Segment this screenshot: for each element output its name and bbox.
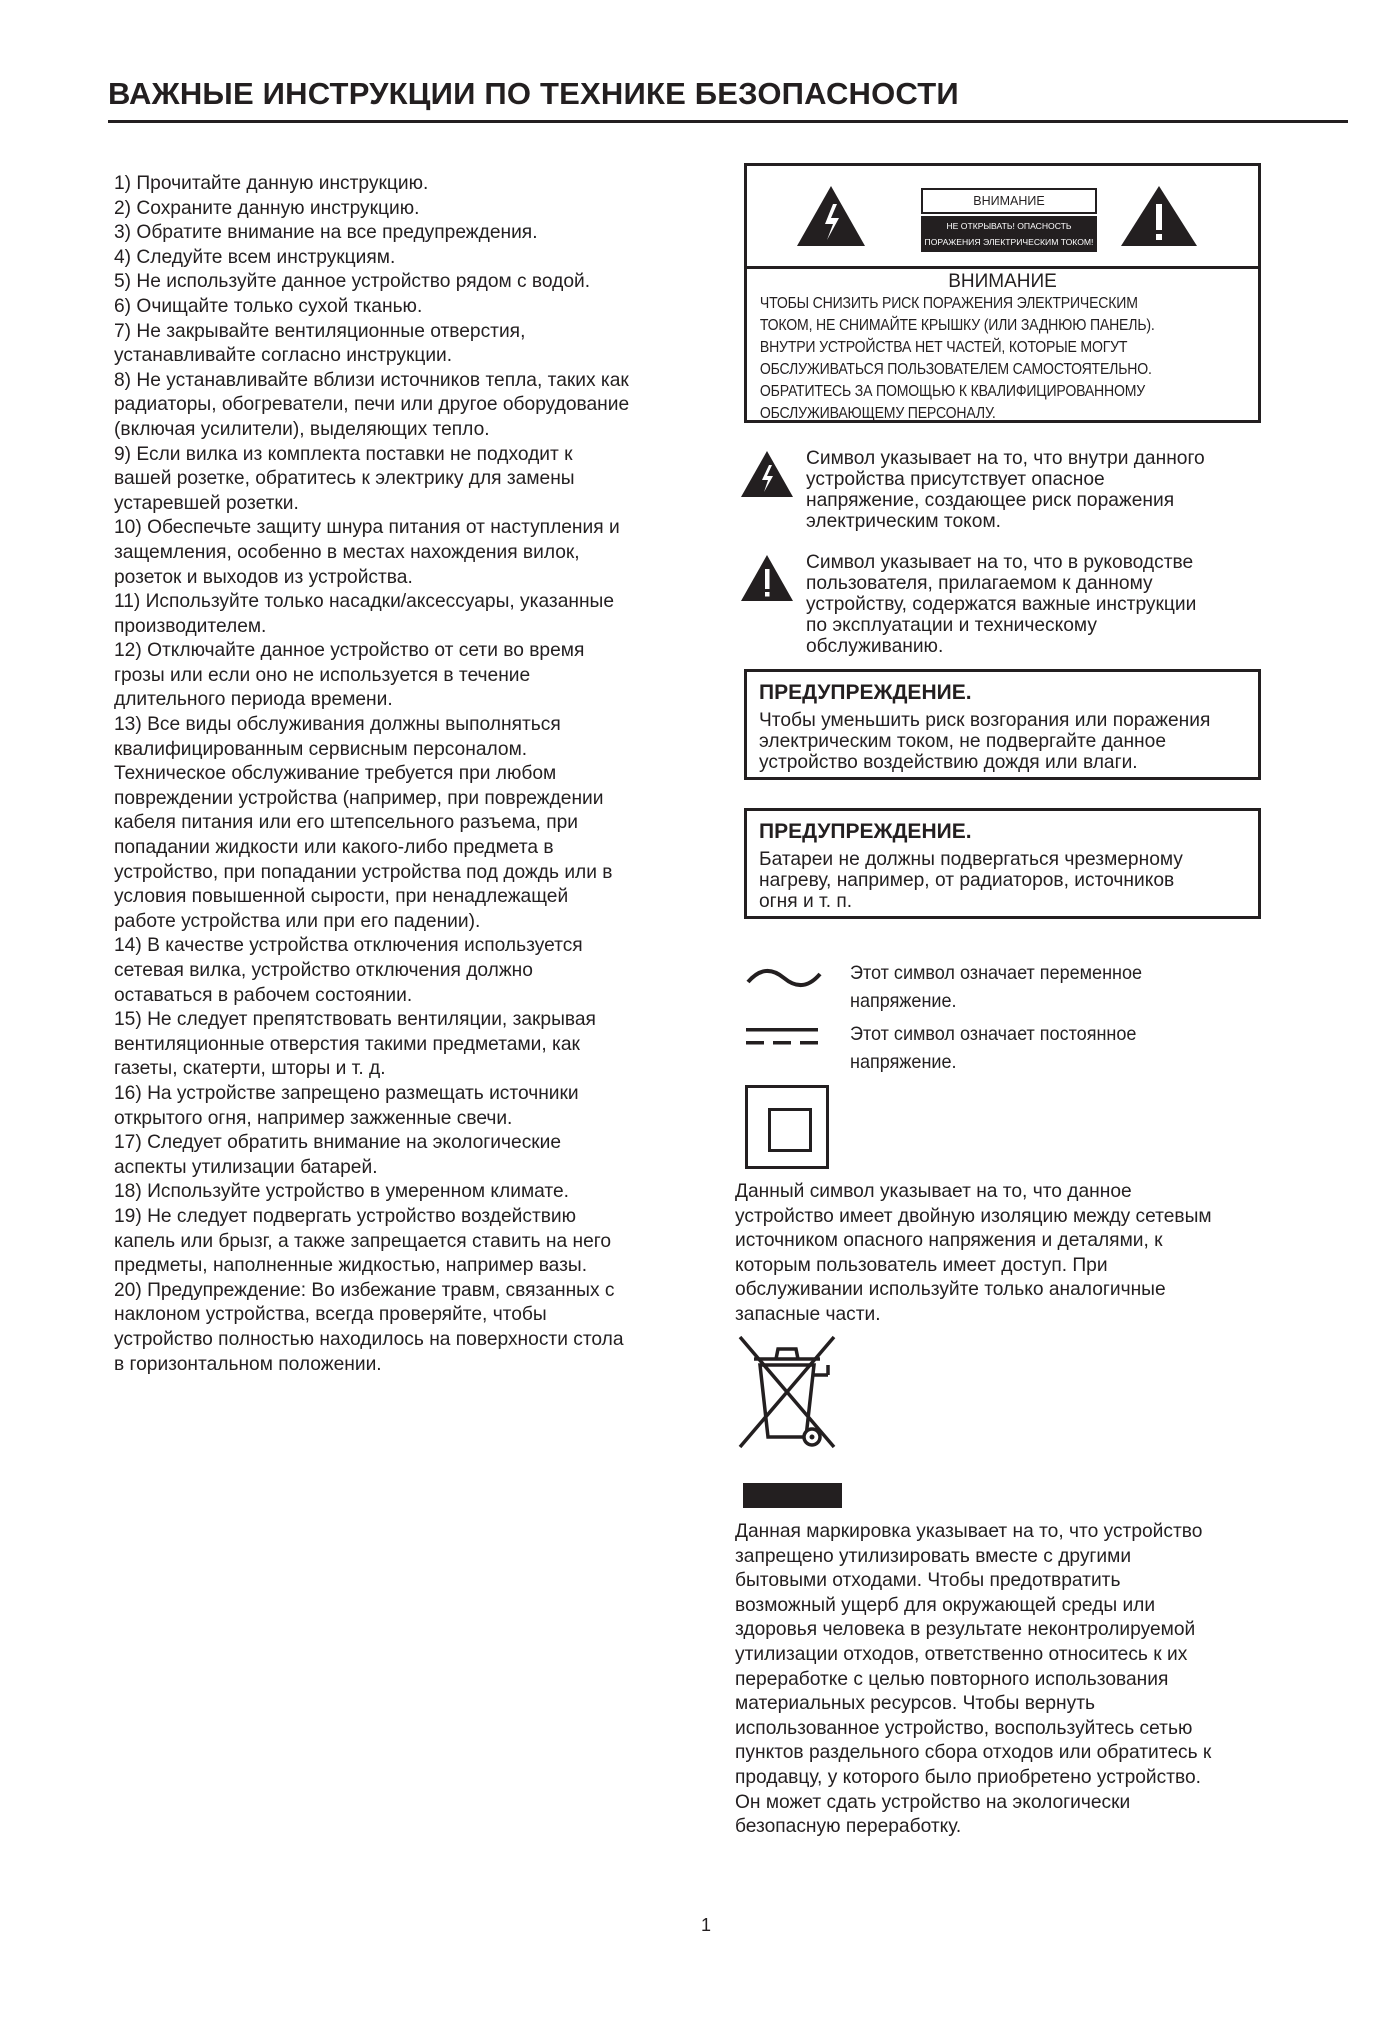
symbol-text-line: пользователя, прилагаемом к данному [806, 573, 1153, 594]
paragraph-line: устройство имеет двойную изоляцию между сетевым [735, 1205, 1212, 1227]
paragraph-line: утилизации отходов, ответственно относитесь к их [735, 1643, 1188, 1665]
instruction-line: в горизонтальном положении. [114, 1353, 382, 1375]
exclamation-triangle-icon [1119, 184, 1199, 248]
caution-label-line1: НЕ ОТКРЫВАТЬ! ОПАСНОСТЬ [946, 221, 1072, 231]
paragraph-line: Данный символ указывает на то, что данное [735, 1181, 1132, 1202]
warning-text [759, 849, 1246, 912]
instruction-line: 19) Не следует подвергать устройство воздействию [114, 1205, 577, 1227]
symbol-text-line: Этот символ означает переменное [850, 963, 1143, 984]
title-rule [108, 120, 1348, 123]
instruction-line: 1) Прочитайте данную инструкцию. [114, 173, 429, 194]
crossed-bin-icon [734, 1335, 840, 1460]
paragraph-line: использованное устройство, воспользуйтесь сетью [735, 1717, 1193, 1739]
instruction-line: работе устройства или при его падении). [114, 910, 481, 932]
instruction-line: вашей розетке, обратитесь к электрику для замены [114, 468, 575, 490]
warning-text-line: устройство воздействию дождя или влаги. [759, 752, 1138, 773]
caution-line: ОБСЛУЖИВАЮЩЕМУ ПЕРСОНАЛУ. [759, 405, 996, 422]
paragraph-line: обслуживании используйте только аналогичные [735, 1279, 1166, 1301]
instruction-line: повреждении устройства (например, при повреждении [114, 787, 604, 809]
warning-text-line: Чтобы уменьшить риск возгорания или поражения [759, 710, 1211, 731]
paragraph-line: которым пользователь имеет доступ. При [735, 1254, 1108, 1276]
instruction-line: 4) Следуйте всем инструкциям. [114, 246, 396, 268]
instruction-line: устройство полностью находилось на поверхности стола [114, 1328, 624, 1350]
lightning-triangle-icon [740, 450, 794, 498]
page-number: 1 [700, 1915, 711, 1935]
paragraph-line: источником опасного напряжения и деталями, к [735, 1230, 1163, 1252]
double-square-icon [745, 1085, 829, 1169]
instruction-line: сетевая вилка, устройство отключения должно [114, 960, 533, 981]
lightning-triangle-icon [795, 184, 867, 248]
caution-label-line2: ПОРАЖЕНИЯ ЭЛЕКТРИЧЕСКИМ ТОКОМ! [924, 237, 1094, 247]
instruction-line: оставаться в рабочем состоянии. [114, 984, 413, 1006]
caution-line: ТОКОМ, НЕ СНИМАЙТЕ КРЫШКУ (ИЛИ ЗАДНЮЮ ПАНЕЛЬ). [759, 317, 1155, 334]
instruction-line: устаревшей розетки. [114, 492, 299, 514]
page-title: ВАЖНЫЕ ИНСТРУКЦИИ ПО ТЕХНИКЕ БЕЗОПАСНОСТИ [108, 76, 959, 111]
symbol-text-line: напряжение. [850, 1052, 957, 1073]
paragraph-line: запасные части. [735, 1303, 881, 1325]
paragraph-line: запрещено утилизировать вместе с другими [735, 1545, 1132, 1567]
voltage-symbol-text [806, 448, 1266, 532]
instruction-line: аспекты утилизации батарей. [114, 1156, 378, 1178]
warning-box-battery [744, 808, 1261, 919]
symbol-text-line: электрическим током. [806, 511, 1001, 532]
paragraph-line: переработке с целью повторного использования [735, 1668, 1169, 1690]
instruction-line: устанавливайте согласно инструкции. [114, 345, 453, 367]
symbol-text-line: напряжение. [850, 991, 957, 1012]
caution-label-dark [921, 216, 1097, 252]
ac-symbol-text [850, 960, 1245, 1016]
instruction-line: 8) Не устанавливайте вблизи источников тепла, таких как [114, 369, 629, 391]
instruction-line: 12) Отключайте данное устройство от сети во время [114, 640, 585, 662]
instruction-line: 2) Сохраните данную инструкцию. [114, 197, 420, 219]
instruction-line: 13) Все виды обслуживания должны выполняться [114, 714, 561, 736]
symbol-text-line: по эксплуатации и техническому [806, 615, 1097, 636]
instruction-line: 10) Обеспечьте защиту шнура питания от наступления и [114, 517, 620, 539]
caution-line: ЧТОБЫ СНИЗИТЬ РИСК ПОРАЖЕНИЯ ЭЛЕКТРИЧЕСКИМ [759, 295, 1138, 312]
instruction-line: предметы, наполненные жидкостью, например вазы. [114, 1255, 588, 1277]
instruction-line: квалифицированным сервисным персоналом. [114, 738, 528, 760]
caution-line: ОБРАТИТЕСЬ ЗА ПОМОЩЬЮ К КВАЛИФИЦИРОВАННОМУ [759, 383, 1146, 400]
instruction-line: 20) Предупреждение: Во избежание травм, связанных с [114, 1279, 615, 1301]
caution-body [747, 269, 1258, 425]
symbol-text-line: устройства присутствует опасное [806, 469, 1105, 490]
caution-box [744, 163, 1261, 423]
caution-line: ОБСЛУЖИВАТЬСЯ ПОЛЬЗОВАТЕЛЕМ САМОСТОЯТЕЛЬНО. [759, 361, 1152, 378]
paragraph-line: бытовыми отходами. Чтобы предотвратить [735, 1570, 1121, 1592]
instruction-line: грозы или если оно не используется в течение [114, 664, 531, 686]
instruction-line: попадании жидкости или какого-либо предмета в [114, 837, 554, 859]
paragraph-line: продавцу, у которого было приобретено устройство. [735, 1766, 1202, 1788]
instruction-line: (включая усилители), выделяющих тепло. [114, 418, 490, 440]
instruction-line: 17) Следует обратить внимание на экологические [114, 1132, 562, 1154]
warning-heading: ПРЕДУПРЕЖДЕНИЕ. [759, 820, 972, 843]
instruction-line: розеток и выходов из устройства. [114, 566, 413, 588]
caution-line: ВНУТРИ УСТРОЙСТВА НЕТ ЧАСТЕЙ, КОТОРЫЕ МОГУТ [759, 339, 1128, 356]
symbol-text-line: Символ указывает на то, что в руководстве [806, 552, 1194, 573]
instruction-line: длительного периода времени. [114, 689, 393, 711]
instruction-line: 16) На устройстве запрещено размещать источники [114, 1082, 579, 1104]
caution-label [921, 188, 1097, 250]
instruction-line: открытого огня, например зажженные свечи. [114, 1107, 513, 1129]
instruction-line: 18) Используйте устройство в умеренном климате. [114, 1181, 569, 1203]
instruction-line: Техническое обслуживание требуется при любом [114, 763, 557, 785]
warning-heading: ПРЕДУПРЕЖДЕНИЕ. [759, 681, 972, 704]
warning-text-line: нагреву, например, от радиаторов, источников [759, 870, 1175, 891]
weee-bar [743, 1483, 842, 1508]
instruction-line: 7) Не закрывайте вентиляционные отверстия, [114, 320, 526, 342]
symbol-text-line: напряжение, создающее риск поражения [806, 490, 1175, 511]
caution-header [747, 166, 1258, 269]
warning-text-line: Батареи не должны подвергаться чрезмерному [759, 849, 1183, 870]
instruction-line: защемления, особенно в местах нахождения вилок, [114, 541, 580, 563]
instruction-line: 5) Не используйте данное устройство рядом с водой. [114, 271, 591, 293]
warning-text-line: огня и т. п. [759, 891, 853, 912]
instruction-line: 11) Используйте только насадки/аксессуары, указанные [114, 591, 615, 613]
instruction-line: радиаторы, обогреватели, печи или другое оборудование [114, 394, 630, 416]
paragraph-line: пунктов раздельного сбора отходов или обратитесь к [735, 1742, 1212, 1764]
symbol-text-line: обслуживанию. [806, 636, 944, 657]
paragraph-line: Он может сдать устройство на экологически [735, 1791, 1131, 1813]
weee-text [735, 1520, 1275, 1840]
paragraph-line: здоровья человека в результате неконтролируемой [735, 1619, 1196, 1641]
instruction-line: условия повышенной сырости, при ненадлежащей [114, 886, 569, 908]
instruction-line: устройство, при попадании устройства под дождь или в [114, 861, 613, 883]
ac-tilde-icon [746, 966, 822, 995]
double-insulation-text [735, 1180, 1275, 1328]
warning-text-line: электрическим током, не подвергайте данное [759, 731, 1166, 752]
instructions-list [114, 172, 694, 1377]
instruction-line: 6) Очищайте только сухой тканью. [114, 295, 423, 317]
warning-box-moisture [744, 669, 1261, 780]
instruction-line: 15) Не следует препятствовать вентиляции, закрывая [114, 1009, 596, 1031]
caution-label-top: ВНИМАНИЕ [921, 188, 1097, 214]
instruction-line: газеты, скатерти, шторы и т. д. [114, 1058, 386, 1080]
dc-lines-icon [746, 1026, 818, 1053]
instruction-line: 3) Обратите внимание на все предупреждения. [114, 222, 538, 244]
paragraph-line: материальных ресурсов. Чтобы вернуть [735, 1693, 1096, 1715]
instruction-line: 14) В качестве устройства отключения используется [114, 935, 583, 957]
symbol-text-line: устройству, содержатся важные инструкции [806, 594, 1197, 615]
instruction-line: производителем. [114, 615, 267, 637]
caution-heading: ВНИМАНИЕ [948, 271, 1057, 292]
caution-text [747, 293, 1257, 425]
instruction-line: 9) Если вилка из комплекта поставки не подходит к [114, 443, 573, 465]
instruction-line: кабеля питания или его штепсельного разъема, при [114, 812, 578, 834]
important-symbol-text [806, 552, 1266, 657]
paragraph-line: возможный ущерб для окружающей среды или [735, 1594, 1156, 1616]
paragraph-line: безопасную переработку. [735, 1816, 962, 1838]
instruction-line: наклоном устройства, всегда проверяйте, чтобы [114, 1304, 547, 1326]
dc-symbol-text [850, 1021, 1245, 1077]
instruction-line: капель или брызг, а также запрещается ставить на него [114, 1230, 611, 1252]
paragraph-line: Данная маркировка указывает на то, что устройство [735, 1521, 1203, 1542]
exclamation-triangle-icon [740, 554, 794, 602]
symbol-text-line: Символ указывает на то, что внутри данного [806, 448, 1205, 469]
symbol-text-line: Этот символ означает постоянное [850, 1024, 1137, 1045]
warning-text [759, 710, 1246, 773]
instruction-line: вентиляционные отверстия такими предметами, как [114, 1033, 580, 1055]
